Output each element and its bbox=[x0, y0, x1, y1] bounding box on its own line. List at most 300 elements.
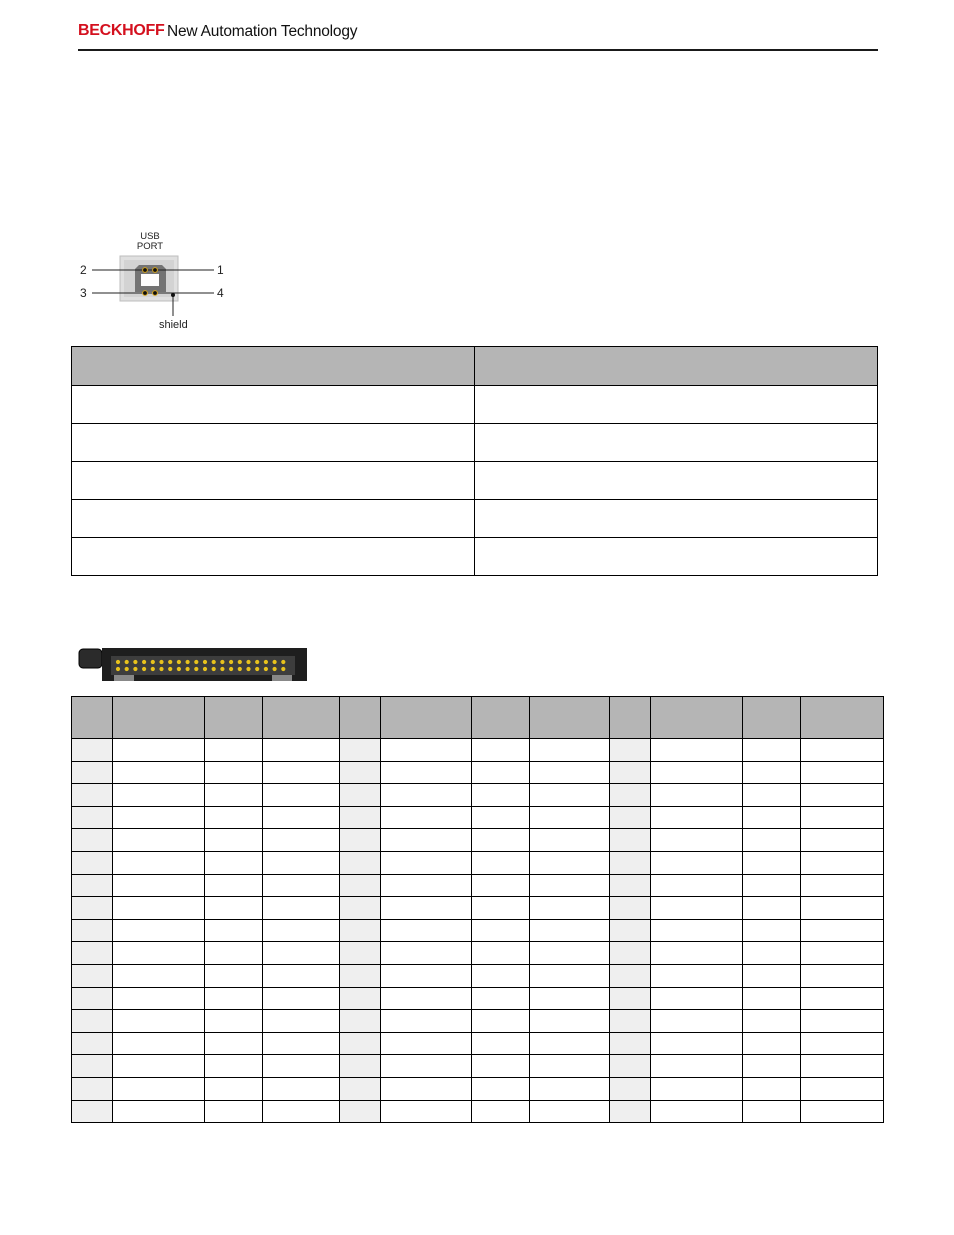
table-cell bbox=[204, 806, 262, 829]
pin-number-cell bbox=[72, 897, 113, 920]
connector-pin bbox=[186, 667, 190, 671]
table-cell bbox=[262, 897, 339, 920]
connector-slot bbox=[111, 656, 295, 675]
table-cell bbox=[743, 784, 801, 807]
table-cell bbox=[530, 942, 610, 965]
table-cell bbox=[743, 874, 801, 897]
connector-pin bbox=[142, 667, 146, 671]
table-cell bbox=[800, 739, 883, 762]
pin-number-cell bbox=[610, 829, 651, 852]
connector-pin bbox=[220, 660, 224, 664]
connector-pin bbox=[264, 667, 268, 671]
table-cell bbox=[262, 987, 339, 1010]
table-cell bbox=[380, 1077, 472, 1100]
table-cell bbox=[112, 851, 204, 874]
pin-number-cell bbox=[339, 964, 380, 987]
table-header-cell bbox=[610, 697, 651, 739]
pin-number-cell bbox=[610, 851, 651, 874]
connector-pin bbox=[203, 660, 207, 664]
table-row bbox=[72, 851, 884, 874]
table-cell bbox=[262, 784, 339, 807]
pin-number-cell bbox=[339, 942, 380, 965]
pin-number-cell bbox=[339, 1077, 380, 1100]
connector-pin bbox=[194, 660, 198, 664]
connector-pin bbox=[273, 660, 277, 664]
table-cell bbox=[651, 1100, 743, 1123]
table-row bbox=[72, 1077, 884, 1100]
table-header-cell bbox=[475, 347, 878, 386]
table-cell bbox=[204, 1055, 262, 1078]
table-cell bbox=[800, 1100, 883, 1123]
table-cell bbox=[743, 1032, 801, 1055]
ribbon-connector-diagram bbox=[78, 645, 310, 683]
pin-number-cell bbox=[339, 739, 380, 762]
pin-number-cell bbox=[610, 1032, 651, 1055]
connector-pin bbox=[238, 667, 242, 671]
table-cell bbox=[262, 874, 339, 897]
table-cell bbox=[651, 806, 743, 829]
table-cell bbox=[651, 761, 743, 784]
table-cell bbox=[475, 538, 878, 576]
table-cell bbox=[800, 964, 883, 987]
table-cell bbox=[800, 784, 883, 807]
pin-number-cell bbox=[72, 1055, 113, 1078]
table-header-cell bbox=[339, 697, 380, 739]
table-cell bbox=[112, 897, 204, 920]
table-cell bbox=[472, 1100, 530, 1123]
table-cell bbox=[262, 806, 339, 829]
connector-pin bbox=[255, 660, 259, 664]
pin-number-cell bbox=[610, 806, 651, 829]
table-row bbox=[72, 1032, 884, 1055]
pin-number-cell bbox=[610, 987, 651, 1010]
pin-number-cell bbox=[339, 851, 380, 874]
pin-number-cell bbox=[339, 897, 380, 920]
table-header-row bbox=[72, 697, 884, 739]
usb-port-diagram bbox=[76, 228, 236, 334]
connector-pin bbox=[246, 660, 250, 664]
table-cell bbox=[530, 1032, 610, 1055]
table-row bbox=[72, 964, 884, 987]
pin-number-cell bbox=[72, 1010, 113, 1033]
pin-number-cell bbox=[610, 1100, 651, 1123]
table-cell bbox=[530, 851, 610, 874]
table-cell bbox=[743, 829, 801, 852]
table-cell bbox=[112, 1077, 204, 1100]
table-cell bbox=[262, 1032, 339, 1055]
table-cell bbox=[262, 1077, 339, 1100]
connector-pin bbox=[212, 660, 216, 664]
table-row bbox=[72, 1055, 884, 1078]
pin-label-3: 3 bbox=[80, 286, 87, 300]
usb-port-tongue bbox=[141, 274, 159, 286]
table-cell bbox=[262, 739, 339, 762]
table-cell bbox=[472, 919, 530, 942]
pin-number-cell bbox=[72, 987, 113, 1010]
table-cell bbox=[530, 919, 610, 942]
table-row bbox=[72, 1100, 884, 1123]
table-cell bbox=[112, 784, 204, 807]
connector-pin bbox=[168, 667, 172, 671]
table-cell bbox=[112, 964, 204, 987]
pin-number-cell bbox=[339, 1010, 380, 1033]
table-header-row bbox=[72, 347, 878, 386]
table-header-cell bbox=[530, 697, 610, 739]
table-header-cell bbox=[743, 697, 801, 739]
table-cell bbox=[112, 919, 204, 942]
table-cell bbox=[112, 874, 204, 897]
table-cell bbox=[472, 874, 530, 897]
table-cell bbox=[112, 1055, 204, 1078]
table-row bbox=[72, 386, 878, 424]
connector-pin bbox=[281, 667, 285, 671]
table-cell bbox=[262, 964, 339, 987]
connector-pin bbox=[151, 660, 155, 664]
connector-pin bbox=[238, 660, 242, 664]
shield-label: shield bbox=[159, 319, 188, 331]
pin-number-cell bbox=[72, 874, 113, 897]
table-cell bbox=[800, 761, 883, 784]
connector-latch bbox=[272, 675, 292, 681]
table-cell bbox=[262, 919, 339, 942]
table-cell bbox=[743, 851, 801, 874]
pin-number-cell bbox=[72, 919, 113, 942]
connector-pin bbox=[264, 660, 268, 664]
table-cell bbox=[380, 806, 472, 829]
table-cell bbox=[112, 739, 204, 762]
table-cell bbox=[112, 1100, 204, 1123]
table-cell bbox=[380, 784, 472, 807]
table-cell bbox=[530, 739, 610, 762]
table-cell bbox=[651, 1032, 743, 1055]
pin-number-cell bbox=[610, 1010, 651, 1033]
pin-number-cell bbox=[72, 739, 113, 762]
connector-pin bbox=[133, 660, 137, 664]
connector-pin bbox=[220, 667, 224, 671]
connector-pin bbox=[125, 667, 129, 671]
table-cell bbox=[262, 1055, 339, 1078]
table-cell bbox=[475, 386, 878, 424]
table-row bbox=[72, 806, 884, 829]
shield-dot bbox=[171, 293, 175, 297]
table-cell bbox=[800, 1032, 883, 1055]
table-cell bbox=[112, 942, 204, 965]
brand-tagline: New Automation Technology bbox=[167, 23, 358, 40]
table-cell bbox=[472, 806, 530, 829]
connector-pin bbox=[255, 667, 259, 671]
header-divider bbox=[78, 49, 878, 51]
pin-number-cell bbox=[610, 874, 651, 897]
table-cell bbox=[743, 1055, 801, 1078]
table-cell bbox=[204, 1077, 262, 1100]
table-cell bbox=[380, 987, 472, 1010]
table-cell bbox=[262, 942, 339, 965]
pin-number-cell bbox=[339, 784, 380, 807]
connector-pin bbox=[177, 660, 181, 664]
table-row bbox=[72, 919, 884, 942]
pin-number-cell bbox=[72, 806, 113, 829]
pin-label-1: 1 bbox=[217, 263, 224, 277]
table-cell bbox=[472, 1032, 530, 1055]
table-cell bbox=[262, 1100, 339, 1123]
pin-number-cell bbox=[339, 1100, 380, 1123]
table-cell bbox=[204, 829, 262, 852]
table-cell bbox=[651, 851, 743, 874]
connector-pinout-table bbox=[71, 696, 884, 1123]
table-cell bbox=[530, 829, 610, 852]
table-row bbox=[72, 874, 884, 897]
table-cell bbox=[204, 897, 262, 920]
table-cell bbox=[204, 1100, 262, 1123]
table-cell bbox=[530, 897, 610, 920]
table-row bbox=[72, 942, 884, 965]
table-cell bbox=[743, 964, 801, 987]
table-cell bbox=[112, 987, 204, 1010]
usb-table-body bbox=[72, 386, 878, 576]
pin-label-2: 2 bbox=[80, 263, 87, 277]
table-cell bbox=[472, 942, 530, 965]
table-cell bbox=[651, 1010, 743, 1033]
table-cell bbox=[472, 1010, 530, 1033]
table-cell bbox=[262, 761, 339, 784]
table-cell bbox=[651, 874, 743, 897]
table-cell bbox=[800, 806, 883, 829]
table-cell bbox=[262, 851, 339, 874]
pin-number-cell bbox=[72, 829, 113, 852]
table-row bbox=[72, 784, 884, 807]
table-header-cell bbox=[72, 347, 475, 386]
connector-pin bbox=[194, 667, 198, 671]
table-cell bbox=[743, 806, 801, 829]
table-row bbox=[72, 897, 884, 920]
connector-key bbox=[79, 649, 102, 668]
pin-number-cell bbox=[72, 851, 113, 874]
table-cell bbox=[530, 874, 610, 897]
pin-number-cell bbox=[610, 784, 651, 807]
table-cell bbox=[800, 942, 883, 965]
pin-number-cell bbox=[339, 806, 380, 829]
table-header-cell bbox=[800, 697, 883, 739]
usb-title-line1: USB bbox=[140, 231, 160, 242]
pin-dot bbox=[143, 268, 148, 273]
table-cell bbox=[743, 1077, 801, 1100]
table-cell bbox=[204, 739, 262, 762]
table-header-cell bbox=[112, 697, 204, 739]
table-cell bbox=[651, 964, 743, 987]
pin-number-cell bbox=[72, 1100, 113, 1123]
table-row bbox=[72, 424, 878, 462]
table-cell bbox=[380, 942, 472, 965]
table-cell bbox=[72, 386, 475, 424]
pin-label-4: 4 bbox=[217, 286, 224, 300]
pin-dot bbox=[143, 291, 148, 296]
table-cell bbox=[472, 784, 530, 807]
table-cell bbox=[743, 1010, 801, 1033]
table-cell bbox=[380, 1100, 472, 1123]
table-cell bbox=[204, 942, 262, 965]
table-cell bbox=[204, 784, 262, 807]
table-cell bbox=[204, 761, 262, 784]
table-row bbox=[72, 500, 878, 538]
table-cell bbox=[204, 1032, 262, 1055]
usb-title-line2: PORT bbox=[136, 241, 164, 252]
table-cell bbox=[475, 424, 878, 462]
table-cell bbox=[72, 538, 475, 576]
table-cell bbox=[262, 1010, 339, 1033]
table-cell bbox=[475, 462, 878, 500]
table-cell bbox=[800, 919, 883, 942]
pin-number-cell bbox=[339, 987, 380, 1010]
table-cell bbox=[472, 964, 530, 987]
table-cell bbox=[800, 1010, 883, 1033]
connector-pin bbox=[177, 667, 181, 671]
table-cell bbox=[380, 964, 472, 987]
table-header-cell bbox=[72, 697, 113, 739]
pin-number-cell bbox=[72, 784, 113, 807]
pin-number-cell bbox=[339, 1032, 380, 1055]
table-header-cell bbox=[472, 697, 530, 739]
table-cell bbox=[530, 964, 610, 987]
table-cell bbox=[262, 829, 339, 852]
table-cell bbox=[112, 829, 204, 852]
pin-number-cell bbox=[339, 919, 380, 942]
table-cell bbox=[204, 851, 262, 874]
table-cell bbox=[472, 897, 530, 920]
table-cell bbox=[472, 851, 530, 874]
connector-pin bbox=[116, 660, 120, 664]
connector-pin bbox=[281, 660, 285, 664]
pin-dot bbox=[153, 268, 158, 273]
table-cell bbox=[112, 1010, 204, 1033]
table-cell bbox=[651, 1055, 743, 1078]
table-header-cell bbox=[651, 697, 743, 739]
table-cell bbox=[112, 806, 204, 829]
table-cell bbox=[743, 987, 801, 1010]
pin-number-cell bbox=[610, 964, 651, 987]
table-cell bbox=[204, 1010, 262, 1033]
table-cell bbox=[800, 987, 883, 1010]
table-cell bbox=[743, 761, 801, 784]
table-cell bbox=[380, 1010, 472, 1033]
table-cell bbox=[380, 739, 472, 762]
connector-pin bbox=[125, 660, 129, 664]
connector-pin bbox=[212, 667, 216, 671]
pin-number-cell bbox=[610, 942, 651, 965]
pin-number-cell bbox=[610, 897, 651, 920]
table-cell bbox=[472, 739, 530, 762]
table-cell bbox=[743, 919, 801, 942]
table-cell bbox=[800, 1055, 883, 1078]
connector-pin bbox=[168, 660, 172, 664]
pin-number-cell bbox=[610, 1055, 651, 1078]
pin-table-body bbox=[72, 739, 884, 1123]
table-cell bbox=[72, 424, 475, 462]
pin-number-cell bbox=[610, 739, 651, 762]
table-cell bbox=[651, 987, 743, 1010]
pin-number-cell bbox=[72, 1077, 113, 1100]
pin-number-cell bbox=[339, 874, 380, 897]
table-cell bbox=[800, 874, 883, 897]
table-cell bbox=[380, 761, 472, 784]
table-cell bbox=[112, 761, 204, 784]
table-cell bbox=[800, 897, 883, 920]
pin-number-cell bbox=[72, 964, 113, 987]
table-cell bbox=[800, 829, 883, 852]
pin-number-cell bbox=[610, 1077, 651, 1100]
connector-pin bbox=[229, 660, 233, 664]
table-cell bbox=[651, 1077, 743, 1100]
table-cell bbox=[204, 964, 262, 987]
table-header-cell bbox=[204, 697, 262, 739]
table-cell bbox=[380, 851, 472, 874]
page-header bbox=[78, 20, 878, 52]
table-cell bbox=[800, 1077, 883, 1100]
pin-number-cell bbox=[610, 761, 651, 784]
table-row bbox=[72, 739, 884, 762]
table-cell bbox=[204, 987, 262, 1010]
connector-pin bbox=[159, 667, 163, 671]
table-row bbox=[72, 761, 884, 784]
connector-pin bbox=[133, 667, 137, 671]
connector-pin bbox=[273, 667, 277, 671]
pin-number-cell bbox=[339, 1055, 380, 1078]
pin-number-cell bbox=[72, 761, 113, 784]
table-cell bbox=[530, 784, 610, 807]
table-cell bbox=[651, 919, 743, 942]
table-cell bbox=[651, 942, 743, 965]
table-cell bbox=[530, 761, 610, 784]
table-cell bbox=[204, 874, 262, 897]
table-cell bbox=[651, 739, 743, 762]
pin-number-cell bbox=[339, 761, 380, 784]
table-cell bbox=[472, 829, 530, 852]
table-cell bbox=[743, 1100, 801, 1123]
table-cell bbox=[380, 897, 472, 920]
table-cell bbox=[530, 987, 610, 1010]
table-cell bbox=[380, 1055, 472, 1078]
table-row bbox=[72, 462, 878, 500]
connector-pin bbox=[229, 667, 233, 671]
pin-number-cell bbox=[610, 919, 651, 942]
pin-number-cell bbox=[72, 942, 113, 965]
table-row bbox=[72, 829, 884, 852]
table-header-cell bbox=[380, 697, 472, 739]
usb-pinout-table bbox=[71, 346, 878, 576]
pin-number-cell bbox=[339, 829, 380, 852]
table-cell bbox=[800, 851, 883, 874]
connector-pin bbox=[203, 667, 207, 671]
connector-pin bbox=[186, 660, 190, 664]
brand-logo: BECKHOFF bbox=[78, 22, 165, 39]
table-header-cell bbox=[262, 697, 339, 739]
table-cell bbox=[743, 942, 801, 965]
table-cell bbox=[380, 919, 472, 942]
table-cell bbox=[472, 761, 530, 784]
table-cell bbox=[380, 829, 472, 852]
table-cell bbox=[204, 919, 262, 942]
table-cell bbox=[472, 1055, 530, 1078]
pin-number-cell bbox=[72, 1032, 113, 1055]
connector-pin bbox=[159, 660, 163, 664]
table-cell bbox=[112, 1032, 204, 1055]
table-cell bbox=[380, 874, 472, 897]
table-cell bbox=[530, 1100, 610, 1123]
table-cell bbox=[472, 1077, 530, 1100]
table-cell bbox=[651, 897, 743, 920]
pin-dot bbox=[153, 291, 158, 296]
connector-pin bbox=[142, 660, 146, 664]
table-cell bbox=[72, 462, 475, 500]
